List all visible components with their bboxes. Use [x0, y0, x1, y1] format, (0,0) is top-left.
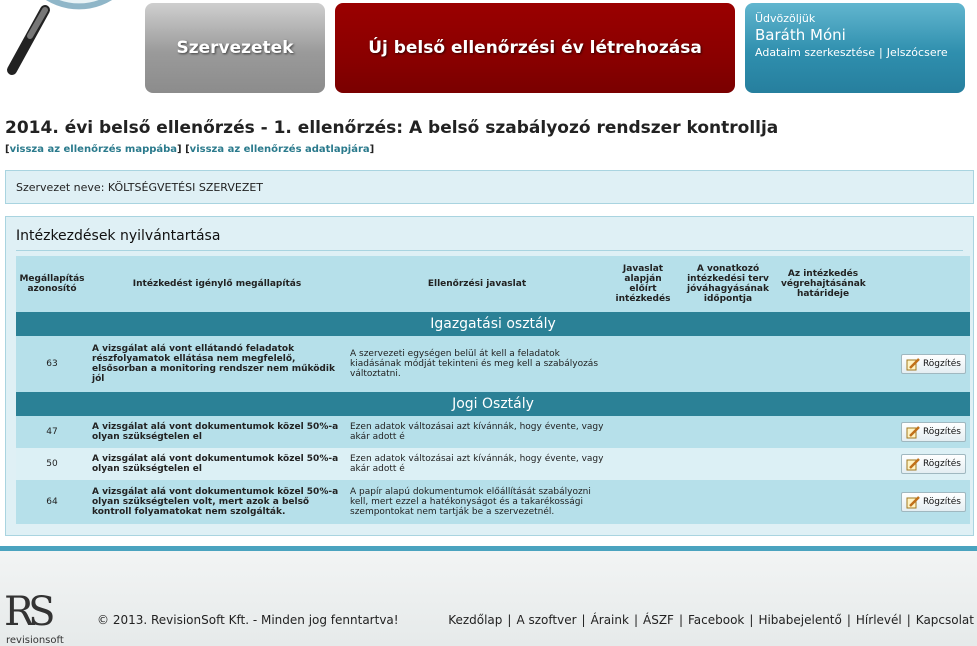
- prescribed-measure: [608, 336, 678, 392]
- record-button[interactable]: [901, 354, 966, 374]
- measures-heading: Intézkezdések nyilvántartása: [16, 228, 221, 244]
- record-button-label: Rögzítés: [922, 497, 961, 507]
- approval-date: [678, 448, 778, 480]
- pencil-paper-icon: [906, 495, 920, 509]
- record-button[interactable]: [901, 422, 966, 442]
- actions-cell: [868, 416, 970, 448]
- footer: [0, 551, 977, 646]
- change-password-link[interactable]: Jelszócsere: [886, 46, 948, 59]
- finding-text: A vizsgálat alá vont dokumentumok közel 50%-a olyan szükségtelen el: [88, 448, 346, 480]
- finding-text: A vizsgálat alá vont dokumentumok közel 50%-a olyan szükségtelen volt, mert azok a belső kontroll folyamatokat nem szolgálták.: [88, 480, 346, 524]
- approval-date: [678, 416, 778, 448]
- deadline: [778, 336, 868, 392]
- group-name: Igazgatási osztály: [16, 312, 970, 336]
- heading-divider: [16, 250, 963, 251]
- record-button[interactable]: [901, 492, 966, 512]
- org-name-label: Szervezet neve:: [16, 181, 105, 194]
- copyright-text: © 2013. RevisionSoft Kft. - Minden jog fenntartva!: [97, 613, 399, 627]
- prescribed-measure: [608, 448, 678, 480]
- footer-link-bug-report[interactable]: Hibabejelentő: [758, 613, 842, 627]
- back-to-folder-link[interactable]: vissza az ellenőrzés mappába: [9, 144, 178, 155]
- nav-new-audit-year-button[interactable]: Új belső ellenőrzési év létrehozása: [335, 3, 735, 93]
- user-links: [755, 46, 955, 59]
- measures-table: [16, 256, 970, 524]
- table-header-row: [16, 256, 970, 312]
- header: [0, 0, 977, 100]
- deadline: [778, 448, 868, 480]
- back-to-datasheet-link[interactable]: vissza az ellenőrzés adatlapjára: [189, 144, 370, 155]
- col-deadline: Az intézkedés végrehajtásának határideje: [778, 256, 868, 312]
- table-row: [16, 448, 970, 480]
- col-approval-date: A vonatkozó intézkedési terv jóváhagyásának időpontja: [678, 256, 778, 312]
- footer-link-prices[interactable]: Áraink: [590, 613, 629, 627]
- org-name-value: KÖLTSÉGVETÉSI SZERVEZET: [107, 181, 264, 194]
- prescribed-measure: [608, 480, 678, 524]
- finding-id: 64: [16, 480, 88, 524]
- table-row: [16, 336, 970, 392]
- actions-cell: [868, 336, 970, 392]
- col-finding-id: Megállapítás azonosító: [16, 256, 88, 312]
- user-name: Baráth Móni: [755, 26, 846, 44]
- col-actions: [868, 256, 970, 312]
- footer-links: Kezdőlap | A szoftver | Áraink | ÁSZF | Facebook | Hibabejelentő | Hírlevél | Kapcsolat: [448, 613, 974, 627]
- recommendation-text: Ezen adatok változásai azt kívánnák, hogy évente, vagy akár adott é: [346, 448, 608, 480]
- magnifier-logo-icon[interactable]: [0, 0, 130, 90]
- table-row: [16, 416, 970, 448]
- revisionsoft-logo[interactable]: [4, 589, 74, 646]
- breadcrumb: [vissza az ellenőrzés mappába] [vissza az ellenőrzés adatlapjára]: [5, 144, 375, 155]
- edit-profile-link[interactable]: Adataim szerkesztése: [755, 46, 876, 59]
- approval-date: [678, 336, 778, 392]
- table-row: [16, 480, 970, 524]
- finding-id: 63: [16, 336, 88, 392]
- measures-panel: [5, 216, 974, 536]
- group-name: Jogi Osztály: [16, 392, 970, 416]
- deadline: [778, 480, 868, 524]
- col-recommendation: Ellenőrzési javaslat: [346, 256, 608, 312]
- user-panel: [745, 3, 965, 93]
- page-title: 2014. évi belső ellenőrzés - 1. ellenőrzés: A belső szabályozó rendszer kontrollja: [5, 118, 779, 138]
- logo-monogram: RS: [4, 589, 50, 635]
- link-separator: |: [879, 46, 883, 59]
- finding-text: A vizsgálat alá vont dokumentumok közel 50%-a olyan szükségtelen el: [88, 416, 346, 448]
- finding-text: A vizsgálat alá vont ellátandó feladatok részfolyamatok ellátása nem megfelelő, elsősorban a monitoring rendszer nem működik jól: [88, 336, 346, 392]
- col-finding: Intézkedést igénylő megállapítás: [88, 256, 346, 312]
- recommendation-text: A szervezeti egységen belül át kell a feladatok kiadásának módját tekinteni és meg kell a szabályozás változtatni.: [346, 336, 608, 392]
- actions-cell: [868, 448, 970, 480]
- record-button-label: Rögzítés: [922, 459, 961, 469]
- recommendation-text: Ezen adatok változásai azt kívánnák, hogy évente, vagy akár adott é: [346, 416, 608, 448]
- footer-link-contact[interactable]: Kapcsolat: [915, 613, 974, 627]
- footer-link-newsletter[interactable]: Hírlevél: [855, 613, 902, 627]
- group-row: [16, 392, 970, 416]
- pencil-paper-icon: [906, 425, 920, 439]
- logo-wordmark: revisionsoft: [6, 635, 64, 646]
- actions-cell: [868, 480, 970, 524]
- group-row: [16, 312, 970, 336]
- col-prescribed-measure: Javaslat alapján előírt intézkedés: [608, 256, 678, 312]
- footer-link-terms[interactable]: ÁSZF: [643, 613, 674, 627]
- finding-id: 50: [16, 448, 88, 480]
- organization-panel: [5, 170, 974, 204]
- footer-link-software[interactable]: A szoftver: [516, 613, 577, 627]
- pencil-paper-icon: [906, 457, 920, 471]
- deadline: [778, 416, 868, 448]
- pencil-paper-icon: [906, 357, 920, 371]
- approval-date: [678, 480, 778, 524]
- footer-link-facebook[interactable]: Facebook: [688, 613, 745, 627]
- prescribed-measure: [608, 416, 678, 448]
- nav-organizations-button[interactable]: Szervezetek: [145, 3, 325, 93]
- recommendation-text: A papír alapú dokumentumok előállítását szabályozni kell, mert ezzel a hatékonyságot és a takarékossági szempontokat nem tartják be a szervezetnél.: [346, 480, 608, 524]
- footer-link-home[interactable]: Kezdőlap: [448, 613, 503, 627]
- record-button-label: Rögzítés: [922, 427, 961, 437]
- record-button[interactable]: [901, 454, 966, 474]
- finding-id: 47: [16, 416, 88, 448]
- record-button-label: Rögzítés: [922, 359, 961, 369]
- greeting-text: Üdvözöljük: [755, 12, 816, 25]
